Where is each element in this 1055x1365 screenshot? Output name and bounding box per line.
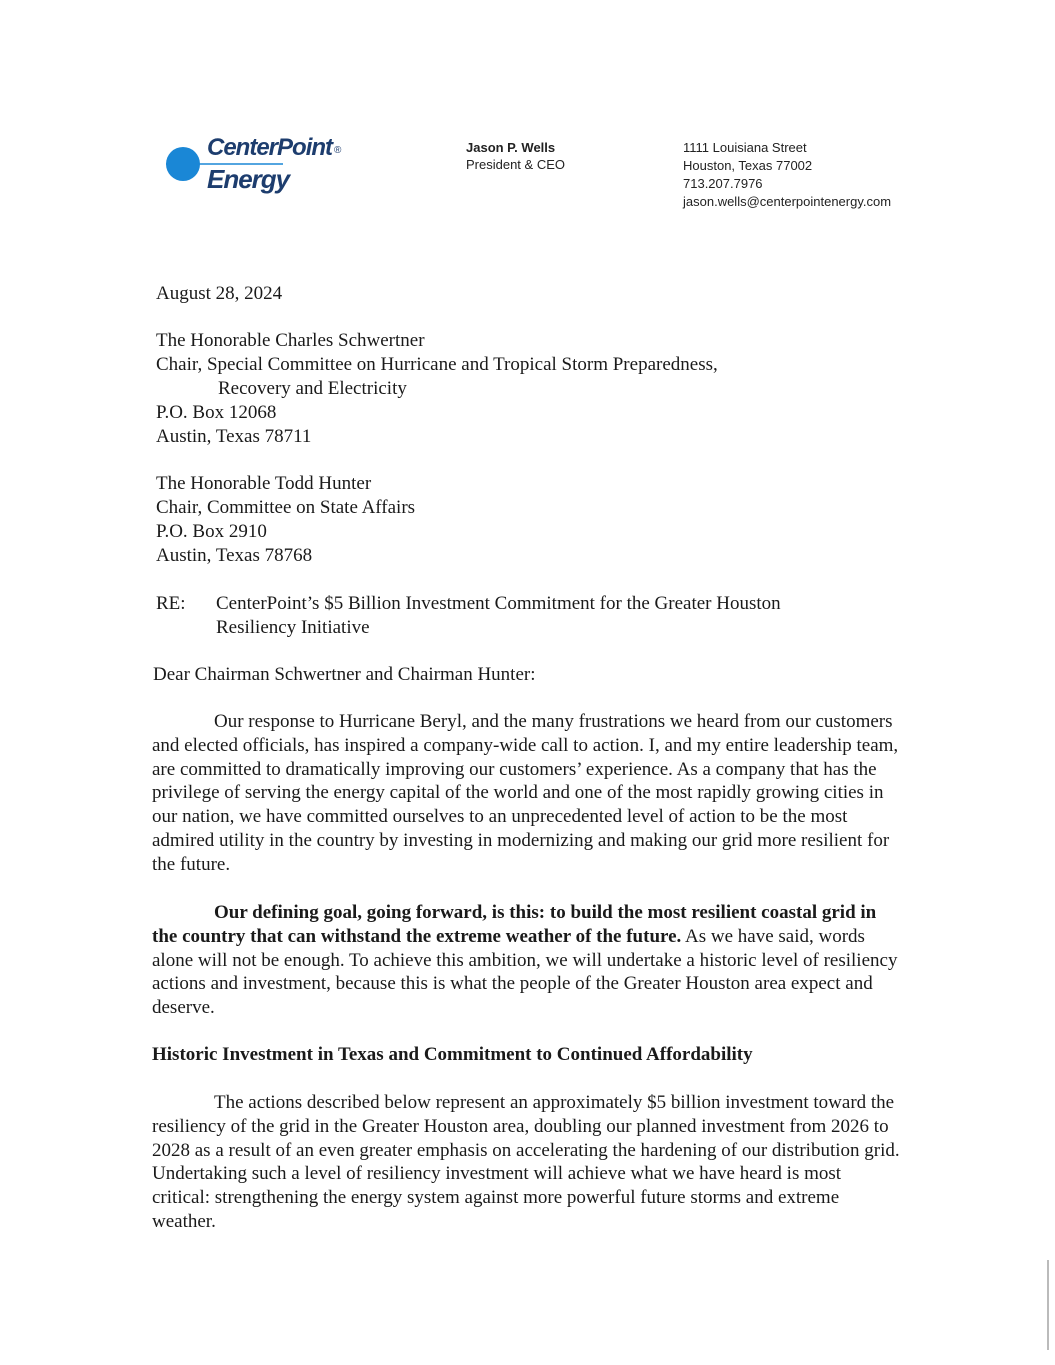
recipient1-title-cont: Recovery and Electricity — [218, 378, 407, 399]
logo-wordmark-centerpoint: CenterPoint ® — [207, 134, 341, 161]
address-line2: Houston, Texas 77002 — [683, 158, 813, 173]
sender-title: President & CEO — [466, 157, 565, 172]
sender-name: Jason P. Wells — [466, 140, 556, 155]
scan-edge-divider — [1047, 1260, 1049, 1350]
sender-block — [466, 139, 565, 173]
recipient1-title: Chair, Special Committee on Hurricane and Tropical Storm Preparedness, — [156, 354, 718, 375]
phone-number: 713.207.7976 — [683, 176, 763, 191]
recipient2-box: P.O. Box 2910 — [156, 521, 267, 542]
logo-wordmark-energy: Energy — [207, 164, 290, 194]
body-paragraph-1 — [152, 710, 902, 877]
letter-date: August 28, 2024 — [156, 283, 283, 304]
recipient1-name: The Honorable Charles Schwertner — [156, 330, 425, 351]
paragraph-2-text — [152, 901, 902, 1020]
paragraph-3-text: The actions described below represent an approximately $5 billion investment toward the resiliency of the grid in the Greater Houston area, doubling our planned investment from 2026 to 2028 as a result of an even greater emphasis on accelerating the hardening of our distribution grid. Undertaking such a level of resiliency investment will achieve what we have heard is most critical: strengthening the energy system against more powerful future storms and extreme weather. — [152, 1092, 900, 1232]
salutation: Dear Chairman Schwertner and Chairman Hunter: — [153, 664, 536, 685]
email-address: jason.wells@centerpointenergy.com — [683, 194, 892, 209]
re-subject: CenterPoint’s $5 Billion Investment Commitment for the Greater Houston Resiliency Initiative — [216, 593, 781, 638]
paragraph-2-rest: As we have said, words alone will not be enough. To achieve this ambition, we will undertake a historic level of resiliency actions and investment, because this is what the people of the Greater Houston area expect and deserve. — [152, 925, 898, 1019]
body-paragraph-3 — [152, 1091, 902, 1234]
contact-block — [683, 139, 891, 211]
section-heading: Historic Investment in Texas and Commitment to Continued Affordability — [152, 1044, 753, 1065]
recipient2-city: Austin, Texas 78768 — [156, 545, 313, 566]
re-label: RE: — [156, 593, 186, 614]
recipient2-title: Chair, Committee on State Affairs — [156, 497, 416, 518]
body-paragraph-2 — [152, 901, 902, 1020]
paragraph-1-text: Our response to Hurricane Beryl, and the many frustrations we heard from our customers and elected officials, has inspired a company-wide call to action. I, and my entire leadership team, are committed to dramatically improving our customers’ experience. As a company that has the privilege of serving the energy capital of the world and one of the most rapidly growing cities in our nation, we have committed ourselves to an unprecedented level of action to be the most admired utility in the country by investing in modernizing and making our grid more resilient for the future. — [152, 711, 899, 875]
company-logo — [163, 134, 363, 200]
recipient1-box: P.O. Box 12068 — [156, 402, 277, 423]
paragraph-2-emphasis: Our defining goal, going forward, is this: to build the most resilient coastal grid in the country that can withstand the extreme weather of the future. — [152, 902, 877, 947]
recipient2-name: The Honorable Todd Hunter — [156, 473, 372, 494]
address-line1: 1111 Louisiana Street — [683, 140, 807, 155]
recipient1-city: Austin, Texas 78711 — [156, 426, 312, 447]
